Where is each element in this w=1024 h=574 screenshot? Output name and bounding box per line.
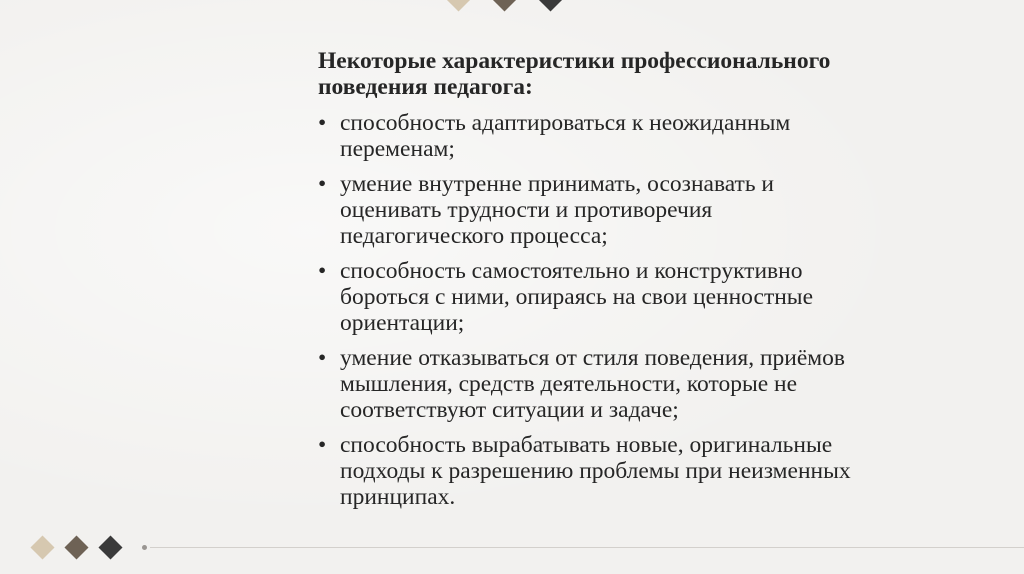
bullet-icon: •: [318, 258, 327, 284]
diamond-icon: [446, 0, 470, 12]
list-item-text: умение внутренне принимать, осознавать и оценивать трудности и противоречия педагогического процесса;: [340, 171, 774, 249]
bullet-icon: •: [318, 432, 327, 458]
divider-line: [150, 547, 1024, 548]
list-item-text: способность самостоятельно и конструктивно бороться с ними, опираясь на свои ценностные ориентации;: [340, 258, 814, 336]
bullet-list: [318, 110, 1008, 510]
list-item: [318, 432, 1008, 510]
list-item: [318, 258, 1008, 336]
diamond-icon: [64, 535, 88, 559]
slide-heading: Некоторые характеристики профессионального поведения педагога:: [318, 48, 831, 100]
bullet-icon: •: [318, 345, 327, 371]
diamond-icon: [98, 535, 122, 559]
list-item-text: способность вырабатывать новые, оригинальные подходы к разрешению проблемы при неизменных принципах.: [340, 432, 851, 510]
list-item: [318, 171, 1008, 249]
diamond-icon: [538, 0, 562, 12]
divider-dot: [142, 545, 147, 550]
list-item: [318, 345, 1008, 423]
bullet-icon: •: [318, 171, 327, 197]
bullet-icon: •: [318, 110, 327, 136]
diamond-icon: [492, 0, 516, 12]
slide-content: [318, 48, 1008, 519]
diamond-icon: [30, 535, 54, 559]
list-item: [318, 110, 1008, 162]
list-item-text: умение отказываться от стиля поведения, приёмов мышления, средств деятельности, которые не соответствуют ситуации и задаче;: [340, 345, 846, 423]
list-item-text: способность адаптироваться к неожиданным переменам;: [340, 110, 791, 162]
